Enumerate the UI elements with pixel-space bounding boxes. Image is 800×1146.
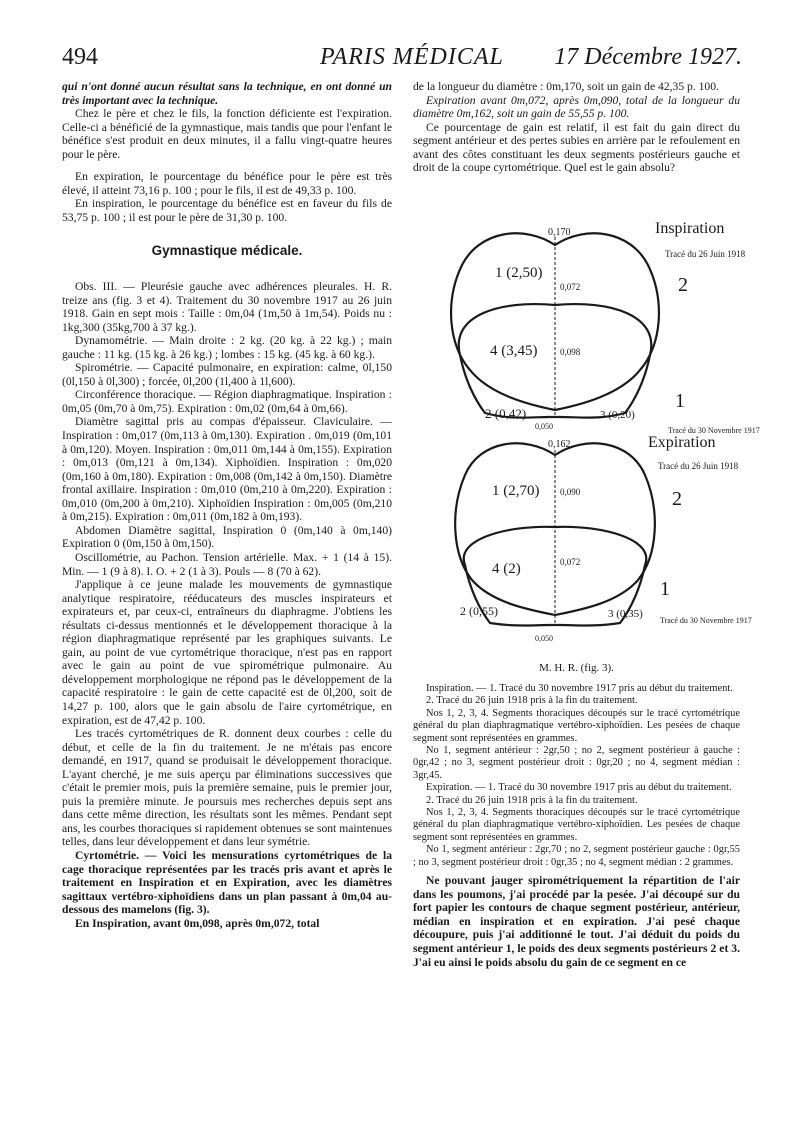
inspiration-segment-3: 3 (0,20) <box>600 409 635 421</box>
inspiration-small-value: 0,050 <box>535 422 553 431</box>
inspiration-diameter-upper: 0,072 <box>560 282 581 292</box>
legend-line: Nos 1, 2, 3, 4. Segments thoraciques découpés sur le tracé cyrtométrique général du plan diaphragmatique vertébro-xiphoïdien. Les pesées de chaque segment sont représentées en grammes. <box>413 707 740 744</box>
expiration-curve-2: 2 <box>672 488 682 510</box>
page-header <box>62 44 742 76</box>
legend-line: 2. Tracé du 26 juin 1918 pris à la fin du traitement. <box>426 695 638 707</box>
section-title: Gymnastique médicale. <box>151 243 303 259</box>
paragraph: Les tracés cyrtométriques de R. donnent deux courbes : celle du début, et celle de la fin du traitement. Je ne m'étais pas encore demandé, en 1917, quand se produisait le développement thoracique. L'ayant cherché, je me suis aperçu par éliminations successives que c'était le premier mois, puis la première semaine, puis le premier jour, puis la première minute. Je poursuis mes recherches depuis sept ans dans cette même direction, les résultats sont les mêmes. Pendant sept ans, les courbes thoraciques si rapidement obtenues se sont maintenues telles, dans leur développement et dans leur symétrie. <box>62 727 392 849</box>
expiration-small-value: 0,050 <box>535 634 553 643</box>
expiration-curve-1: 1 <box>660 578 670 600</box>
right-column-bottom <box>413 683 740 969</box>
inspiration-trace-label: Tracé du 26 Juin 1918 <box>665 249 746 259</box>
spirometry: Spirométrie. — Capacité pulmonaire, en expiration: calme, 0l,150 (0l,150 à 0l,300) ; forcée, 0l,200 (1l,400 à 1l,600). <box>62 361 392 388</box>
expiration-segment-4: 4 (2) <box>492 561 521 577</box>
legend-line: No 1, segment antérieur : 2gr,70 ; no 2, segment postérieur gauche : 0gr,55 ; no 3, segment postérieur droit : 0gr,35 ; no 4, segment médian : 2 grammes. <box>413 844 740 868</box>
legend-line: 2. Tracé du 26 juin 1918 pris à la fin du traitement. <box>426 794 638 806</box>
inspiration-curve-2: 2 <box>678 274 688 296</box>
paragraph: J'applique à ce jeune malade les mouvements de gymnastique analytique respiratoire, rééducateurs des muscles inspirateurs et expirateurs et, par ceux-ci, entraîneurs du diaphragme. J'obtiens les résultats ci-dessus mentionnés et le développement thoracique à la région diaphragmatique représenté par les graphiques suivants. Le gain, au point de vue cyrtométrique thoracique, n'est pas en rapport avec le gain au point de vue spirométrique pulmonaire. Au développement morphologique ne répond pas le développement de la capacité respiratoire : le gain de cette capacité est de 0l,200, soit de 14,27 p. 100, alors que le gain absolu de l'aire cyrtométrique, en expiration, est de 47,42 p. 100. <box>62 578 392 727</box>
paragraph: En expiration, le pourcentage du bénéfice pour le père est très élevé, il atteint 73,16 p. 100 ; pour le fils, il est de 49,33 p. 100. <box>62 170 392 197</box>
inspiration-segment-4: 4 (3,45) <box>490 343 538 359</box>
legend-line: No 1, segment antérieur : 2gr,50 ; no 2, segment postérieur à gauche : 0gr,42 ; no 3, segment postérieur droit : 0gr,20 ; no 4, segment médian : 3gr,45. <box>413 745 740 781</box>
expiration-diameter-total: 0,162 <box>548 439 571 450</box>
intro-text: qui n'ont donné aucun résultat sans la technique, en ont donné un très important avec la technique. <box>62 80 392 107</box>
figure-caption: M. H. R. (fig. 3). <box>539 662 614 674</box>
paragraph: de la longueur du diamètre : 0m,170, soit un gain de 42,35 p. 100. <box>413 80 719 93</box>
expiration-trace-1917-label: Tracé du 30 Novembre 1917 <box>660 616 752 625</box>
journal-title: PARIS MÉDICAL <box>320 44 504 70</box>
expiration-segment-3: 3 (0,35) <box>608 608 643 620</box>
paragraph: Expiration avant 0m,072, après 0m,090, total de la longueur du diamètre 0m,162, soit un gain de 55,55 p. 100. <box>413 93 740 121</box>
right-column-top <box>413 80 740 175</box>
sagittal-diameter: Diamètre sagittal pris au compas d'épaisseur. Claviculaire. — Inspiration : 0m,017 (0m,113 à 0m,130). Expiration . 0m,019 (0m,101 à 0m,120). Moyen. Inspiration : 0m,011 0m,144 à 0m,155). Expiration : 0m,013 (0m,121 à 0m,134). Xiphoïdien. Inspiration : 0m,020 (0m,160 à 0m,180). Expiration : 0m,008 (0m,142 à 0m,150). Diamètre frontal axillaire. Inspiration : 0m,010 (0m,210 à 0m,220). Expiration : 0m,010 (0m,200 à 0m,210). Xiphoïdien Inspiration : 0m,005 (0m,210 à 0m,215). Expiration : 0m,011 (0m,182 à 0m,193). <box>62 415 392 524</box>
observation: Obs. III. — Pleurésie gauche avec adhérences pleurales. H. R. treize ans (fig. 3 et 4). Traitement du 30 novembre 1917 au 26 juin 1918. Gain en sept mois : Taille : 0m,04 (1m,50 à 1m,54). Poids nu : 1kg,300 (35kg,700 à 37 kg.). <box>62 280 392 334</box>
legend-line: Expiration. — 1. Tracé du 30 novembre 1917 pris au début du traitement. <box>426 782 732 794</box>
inspiration-title: Inspiration <box>655 220 725 237</box>
paragraph: Cyrtométrie. — Voici les mensurations cyrtométriques de la cage thoracique représentées par les tracés pris avant et après le traitement en Inspiration et en Expiration, avec les diamètres sagittaux vertébro-xiphoïdiens dans un plan passant à 0m,04 au-dessous des mamelons (fig. 3). <box>62 848 392 917</box>
paragraph: Chez le père et chez le fils, la fonction déficiente est l'expiration. Celle-ci a bénéficié de la gymnastique, mais tandis que pour l'enfant le bénéfice s'est produit en deux minutes, il a fallu vingt-quatre heures pour le père. <box>62 107 392 161</box>
inspiration-segment-2: 2 (0,42) <box>485 406 527 421</box>
legend-line: Inspiration. — 1. Tracé du 30 novembre 1917 pris au début du traitement. <box>426 683 733 694</box>
legend-line: Nos 1, 2, 3, 4. Segments thoraciques découpés sur le tracé cyrtométrique général du plan diaphragmatique vertébro-xiphoïdien. Les pesées de chaque segment sont représentées en grammes. <box>413 807 740 843</box>
paragraph: Ce pourcentage de gain est relatif, il est fait du gain direct du segment antérieur et des pertes subies en arrière par le refoulement en avant des côtes constituant les deux segments postérieurs gauche et droit de la coupe cyrtométrique. Quel est le gain absolu? <box>413 120 740 175</box>
issue-date: 17 Décembre 1927. <box>554 44 742 70</box>
paragraph: Ne pouvant jauger spirométriquement la répartition de l'air dans les poumons, j'ai procédé par la pesée. J'ai découpé sur du fort papier les contours de chaque segment postérieur, antérieur, médian en inspiration et en expiration. J'ai pesé chaque découpure, puis j'ai additionné le tout. J'ai déduit du poids du segment antérieur 1, le poids des deux segments postérieurs 2 et 3. J'ai eu ainsi le poids absolu du gain de ce segment en ce <box>413 874 740 969</box>
expiration-trace-1918 <box>455 443 655 615</box>
expiration-trace-label: Tracé du 26 Juin 1918 <box>658 461 739 471</box>
paragraph: En inspiration, le pourcentage du bénéfice est en faveur du fils de 53,75 p. 100 ; il est pour le père de 31,30 p. 100. <box>62 197 392 224</box>
abdomen: Abdomen Diamètre sagittal, Inspiration 0 (0m,140 à 0m,140) Expiration 0 (0m,150 à 0m,150). <box>62 523 392 551</box>
page-number: 494 <box>62 44 98 70</box>
inspiration-trace-1917 <box>459 304 652 418</box>
inspiration-segment-1: 1 (2,50) <box>495 265 543 281</box>
expiration-title: Expiration <box>648 434 716 451</box>
cyrtometric-figure <box>420 205 760 655</box>
inspiration-curve-1: 1 <box>675 390 685 412</box>
paragraph: En Inspiration, avant 0m,098, après 0m,072, total <box>75 916 320 930</box>
oscillometry: Oscillométrie, au Pachon. Tension artérielle. Max. + 1 (14 à 15). Min. — 1 (9 à 8). I. O. + 2 (1 à 3). Pouls — 8 (70 à 62). <box>62 550 392 578</box>
expiration-segment-1: 1 (2,70) <box>492 483 540 499</box>
dynamometry: Dynamométrie. — Main droite : 2 kg. (20 kg. à 22 kg.) ; main gauche : 11 kg. (15 kg. à 26 kg.) ; lombes : 15 kg. (45 kg. à 60 kg.). <box>62 334 392 361</box>
circumference: Circonférence thoracique. — Région diaphragmatique. Inspiration : 0m,05 (0m,70 à 0m,75). Expiration : 0m,02 (0m,64 à 0m,66). <box>62 388 392 415</box>
inspiration-diameter-lower: 0,098 <box>560 347 581 357</box>
expiration-segment-2: 2 (0,55) <box>460 604 498 618</box>
expiration-diameter-lower: 0,072 <box>560 557 581 567</box>
expiration-diameter-upper: 0,090 <box>560 487 581 497</box>
figure-svg <box>420 205 760 655</box>
left-column <box>62 80 392 930</box>
inspiration-diameter-total: 0,170 <box>548 227 571 238</box>
inspiration-trace-1917-label: Tracé du 30 Novembre 1917 <box>668 426 760 435</box>
